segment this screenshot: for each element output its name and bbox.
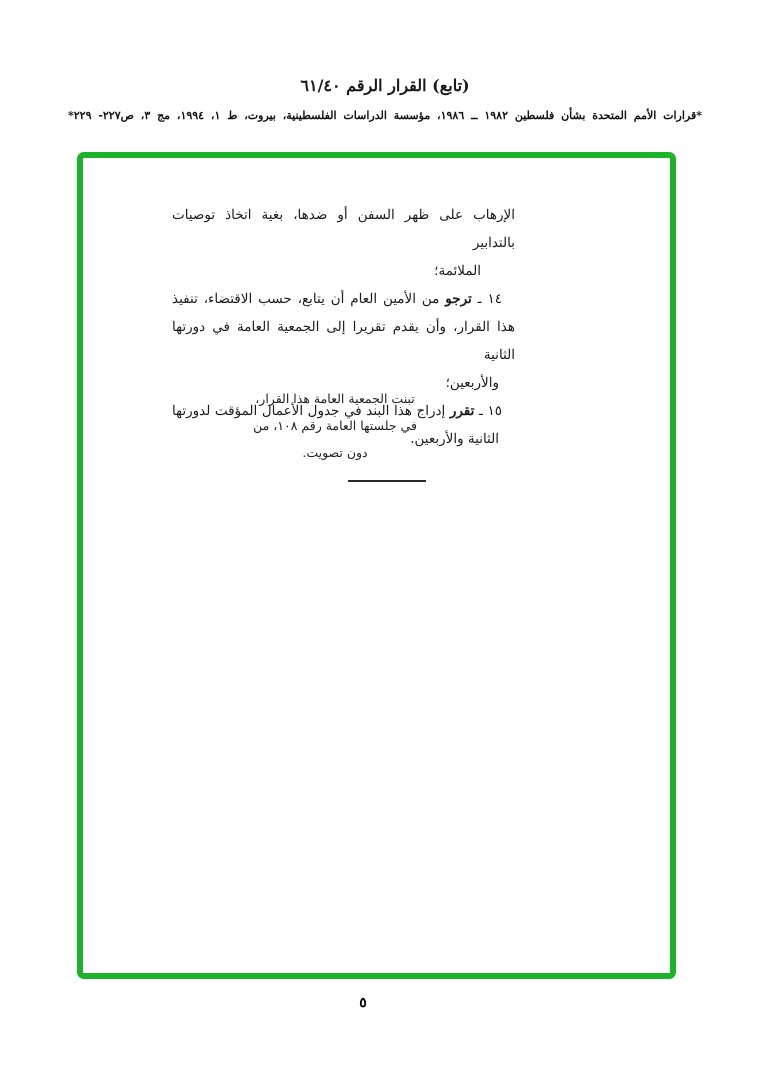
source-citation: *قرارات الأمم المتحدة بشأن فلسطين ١٩٨٢ ــ ١٩٨٦، مؤسسة الدراسات الفلسطينية، بيروت، ط ١، ١٩٩٤، مج ٣، ص٢٢٧- ٢٢٩* [67,109,702,122]
adoption-note-line2: في جلستها العامة رقم ١٠٨، من [253,418,417,433]
para15-number: ١٥ ـ [474,403,503,419]
para15-line2: الثانية والأربعين. [410,431,499,447]
para13-line2: الملائمة؛ [434,263,481,279]
section-divider [348,480,426,482]
adoption-note-line1: تبنت الجمعية العامة هذا القرار، [255,391,415,406]
para14-keyword: ترجو [445,291,472,307]
para14-line2: هذا القرار، وأن يقدم تقريرا إلى الجمعية العامة في دورتها الثانية [172,319,515,363]
para14-line1 [172,285,515,313]
para14-line3: والأربعين؛ [445,375,499,391]
adoption-note [245,385,425,466]
para14-text: من الأمين العام أن يتابع، حسب الاقتضاء، تنفيذ [172,291,446,307]
para14-number: ١٤ ـ [471,291,502,307]
para13-line1: الإرهاب على ظهر السفن أو ضدها، بغية اتخاذ توصيات بالتدابير [172,207,515,251]
adoption-note-line3: دون تصويت. [302,445,368,460]
para15-text: إدراج هذا البند في جدول الأعمال المؤقت لدورتها [172,403,450,419]
para15-keyword: تقرر [449,403,475,419]
page-number: ٥ [359,995,367,1011]
page-title: (تابع) القرار الرقم ٦١/٤٠ [300,76,470,95]
